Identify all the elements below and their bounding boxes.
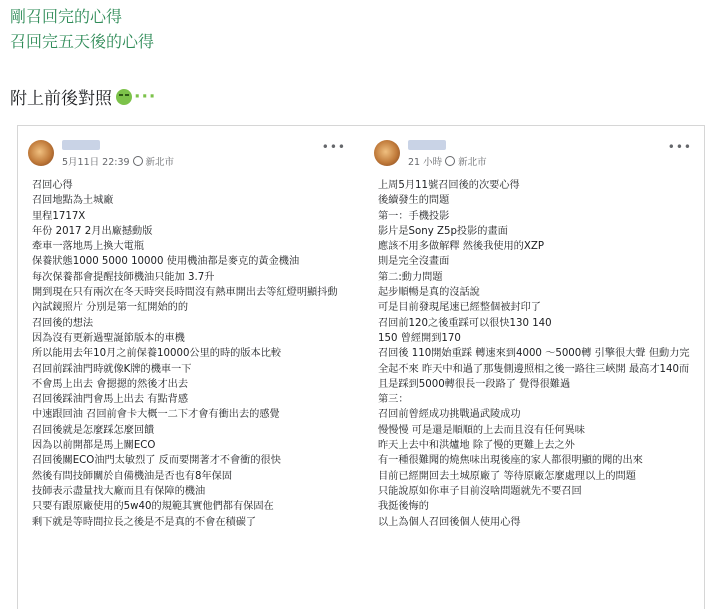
post-body: [24, 178, 352, 530]
post-text-line: 慢慢慢 可是還是順順的上去而且沒有任何異味: [378, 424, 585, 436]
post-text-line: 昨天上去中和洪爐地 除了慢的更難上去之外: [378, 440, 575, 452]
post-text-line: 後續發生的問題: [378, 195, 450, 207]
post-text-line: 因為以前開都是馬上關ECO: [32, 440, 156, 452]
post-text-line: 技師表示盡量找大廠而且有保障的機油: [32, 485, 206, 497]
post-text-line: 召回前曾經成功挑戰過武陵成功: [378, 409, 521, 421]
globe-icon: [445, 156, 455, 166]
post-text-line: 內試鏡照片 分別是第一紅開始的的: [32, 302, 189, 314]
avatar[interactable]: [28, 140, 54, 166]
post-text-line: 只能說原如你車子目前沒啥問題就先不要召回: [378, 485, 582, 497]
avatar[interactable]: [374, 140, 400, 166]
post-text-line: 召回後 110開始重踩 轉速來到4000 ～5000轉 引擎很大聲 但動力完全起不來 昨天中和過了那隻側邊照相之後一路往三峽開 最高才140而且是踩到5000轉很長一段路了 覺得很難過: [378, 348, 690, 390]
post-timestamp[interactable]: 21 小時: [408, 157, 443, 168]
intro-block: [10, 4, 154, 54]
post-text-line: 召回心得: [32, 180, 73, 191]
post-header: [370, 134, 698, 172]
post-meta: [62, 154, 174, 168]
ellipsis-icon: ···: [134, 86, 157, 107]
post-text-line: 上周5月11號召回後的次要心得: [378, 180, 520, 191]
post-text-line: 我挺後悔的: [378, 501, 429, 513]
post-location[interactable]: 新北市: [458, 157, 487, 168]
post-text-line: 中速跟回油 召回前會卡大概一二下才會有衝出去的感覺: [32, 409, 280, 421]
post-meta: [408, 154, 487, 168]
post-text-line: 有一種很難聞的燒焦味出現後座的家人都很明顯的聞的出來: [378, 455, 643, 467]
post-timestamp[interactable]: 5月11日 22:39: [62, 157, 130, 168]
post-text-line: 影片是Sony Z5p投影的畫面: [378, 225, 508, 237]
post-header: [24, 134, 352, 172]
post-text-line: 因為沒有更新過聖誕節版本的車機: [32, 332, 185, 344]
more-options-icon[interactable]: •••: [667, 140, 692, 154]
post-text-line: 可是目前發現尾速已經整個被封印了: [378, 302, 541, 314]
left-post: [24, 134, 352, 606]
right-post: [370, 134, 698, 606]
post-text-line: 不會馬上出去 會摁摁的然後才出去: [32, 378, 189, 390]
post-text-line: 以上為個人召回後個人使用心得: [378, 516, 521, 528]
blurred-username[interactable]: [62, 140, 100, 150]
post-text-line: 召回後就是怎麼踩怎麼回饋: [32, 424, 155, 436]
compare-text: 附上前後對照: [10, 89, 112, 109]
post-text-line: 每次保養都會提醒技師機油只能加 3.7升: [32, 271, 215, 283]
post-text-line: 召回後關ECO油門太敏烈了 反而要開著才不會衝的很快: [32, 455, 281, 467]
post-text-line: 只要有跟原廠使用的5w40的規範其實他們都有保固在: [32, 501, 274, 513]
intro-line-2: 召回完五天後的心得: [10, 32, 155, 51]
post-text-line: 目前已經開回去土城原廠了 等待原廠怎麼處理以上的問題: [378, 470, 636, 482]
post-text-line: 第三：: [378, 394, 409, 406]
post-text-line: 起步順暢是真的沒話說: [378, 287, 480, 299]
post-text-line: 召回後踩油門會馬上出去 有點背感: [32, 394, 189, 406]
post-text-line: 牽車一落地馬上換大電瓶: [32, 241, 145, 253]
compare-caption: [10, 84, 156, 109]
post-text-line: 召回前踩油門時就像K牌的機車一下: [32, 363, 192, 375]
screenshot-frame: [17, 125, 705, 609]
post-text-line: 150 曾經開到170: [378, 332, 461, 344]
post-text-line: 第二:動力問題: [378, 271, 443, 283]
globe-icon: [133, 156, 143, 166]
post-body: [370, 178, 698, 530]
blurred-username[interactable]: [408, 140, 446, 150]
post-text-line: 召回後的想法: [32, 317, 94, 329]
post-text-line: 則是完全沒畫面: [378, 256, 450, 268]
post-text-line: 剩下就是等時間拉長之後是不是真的不會在積碳了: [32, 516, 257, 528]
post-text-line: 召回前120之後重踩可以很快130 140: [378, 317, 552, 329]
post-text-line: 第一：手機投影: [378, 210, 450, 222]
more-options-icon[interactable]: •••: [321, 140, 346, 154]
post-text-line: 召回地點為土城廠: [32, 195, 114, 207]
post-text-line: 所以能用去年10月之前保養10000公里的時的版本比較: [32, 348, 282, 360]
post-text-line: 年份 2017 2月出廠撼動版: [32, 225, 153, 237]
post-text-line: 開到現在只有兩次在冬天時突長時間沒有熱車開出去等紅燈明顯抖動: [32, 287, 338, 299]
intro-line-1: 剛召回完的心得: [10, 7, 123, 26]
post-text-line: 應該不用多做解釋 然後我使用的XZP: [378, 241, 544, 253]
post-text-line: 保養狀態1000 5000 10000 使用機油都是麥克的黃金機油: [32, 256, 300, 268]
grimace-emoji-icon: [116, 89, 132, 105]
post-text-line: 然後有問技師關於自備機油是否也有8年保固: [32, 470, 233, 482]
post-location[interactable]: 新北市: [145, 157, 175, 168]
post-text-line: 里程1717X: [32, 210, 86, 222]
